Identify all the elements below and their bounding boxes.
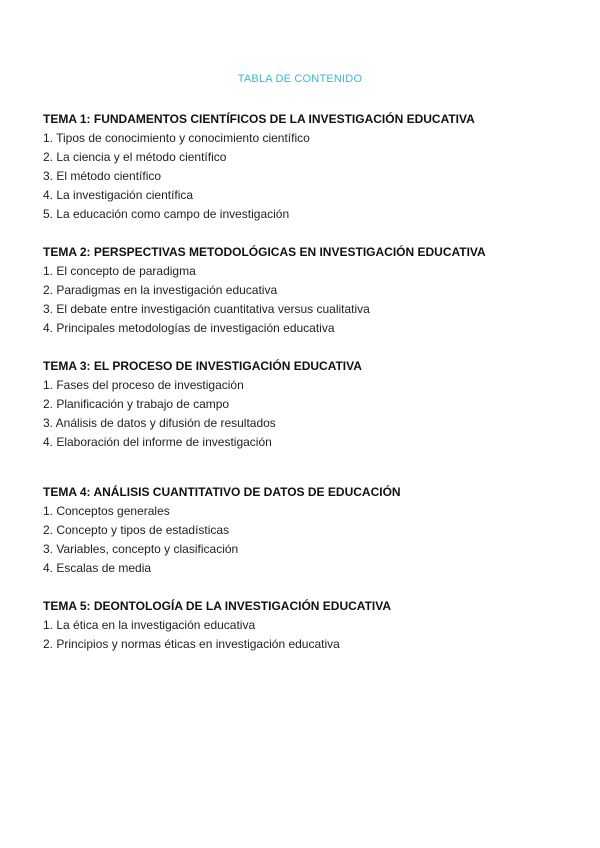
topic-item: 1. Fases del proceso de investigación (43, 378, 244, 392)
topic-heading: TEMA 4: ANÁLISIS CUANTITATIVO DE DATOS DE EDUCACIÓN (43, 485, 401, 499)
topic-3 (43, 357, 563, 452)
topic-item: 2. La ciencia y el método científico (43, 150, 227, 164)
spacer (43, 224, 563, 243)
topic-2 (43, 243, 563, 338)
topic-item: 2. Planificación y trabajo de campo (43, 397, 230, 411)
topic-heading: TEMA 3: EL PROCESO DE INVESTIGACIÓN EDUCATIVA (43, 359, 362, 373)
topic-item: 2. Principios y normas éticas en investigación educativa (43, 637, 340, 651)
topic-4 (43, 483, 563, 578)
topics-list (43, 110, 563, 654)
topic-item: 3. El debate entre investigación cuantitativa versus cualitativa (43, 302, 370, 316)
topic-heading: TEMA 1: FUNDAMENTOS CIENTÍFICOS DE LA INVESTIGACIÓN EDUCATIVA (43, 112, 475, 126)
topic-item: 5. La educación como campo de investigación (43, 207, 290, 221)
topic-5 (43, 597, 563, 654)
topic-item: 2. Concepto y tipos de estadísticas (43, 523, 230, 537)
spacer (43, 338, 563, 357)
topic-item: 1. Tipos de conocimiento y conocimiento científico (43, 131, 310, 145)
topic-item: 4. Principales metodologías de investigación educativa (43, 321, 335, 335)
topic-1 (43, 110, 563, 224)
topic-item: 4. Escalas de media (43, 561, 152, 575)
topic-heading: TEMA 5: DEONTOLOGÍA DE LA INVESTIGACIÓN EDUCATIVA (43, 599, 392, 613)
topic-item: 3. El método científico (43, 169, 162, 183)
topic-item: 3. Análisis de datos y difusión de resultados (43, 416, 276, 430)
topic-item: 1. El concepto de paradigma (43, 264, 196, 278)
topic-item: 4. La investigación científica (43, 188, 194, 202)
topic-item: 3. Variables, concepto y clasificación (43, 542, 239, 556)
topic-item: 2. Paradigmas en la investigación educativa (43, 283, 278, 297)
topic-item: 1. Conceptos generales (43, 504, 170, 518)
spacer (43, 578, 563, 597)
toc-title: TABLA DE CONTENIDO (237, 73, 363, 85)
topic-item: 1. La ética en la investigación educativa (43, 618, 256, 632)
topic-heading: TEMA 2: PERSPECTIVAS METODOLÓGICAS EN INVESTIGACIÓN EDUCATIVA (43, 245, 486, 259)
spacer (43, 452, 563, 483)
topic-item: 4. Elaboración del informe de investigación (43, 435, 272, 449)
